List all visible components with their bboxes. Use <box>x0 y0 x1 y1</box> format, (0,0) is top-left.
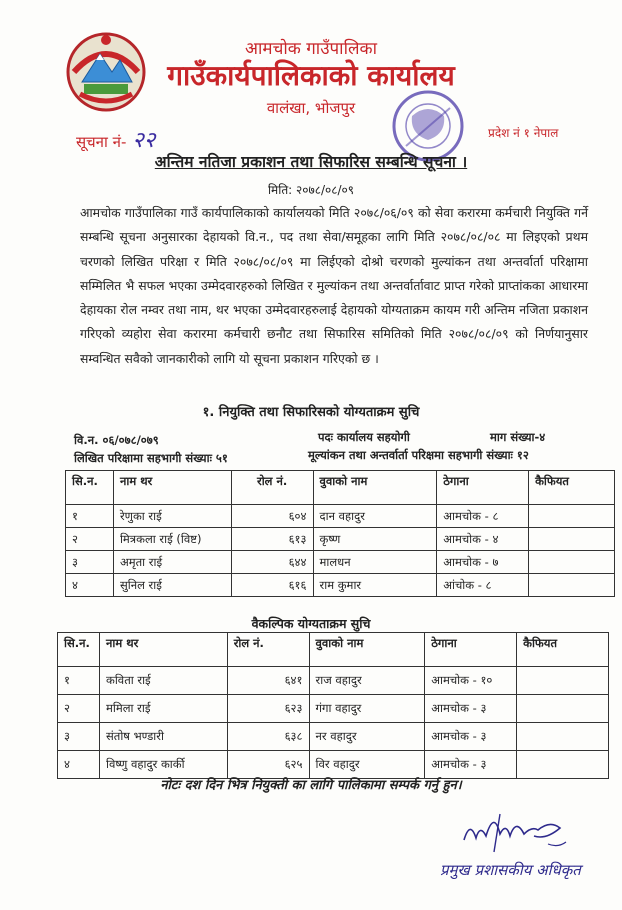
cell-address: आमचोक - ७ <box>437 551 529 574</box>
cell-father: मालधन <box>313 551 437 574</box>
notice-date: मिति: २०७८/०८/०९ <box>267 183 355 197</box>
table-row <box>58 723 609 751</box>
cell-roll: ६१३ <box>231 528 313 551</box>
col-address: ठेगाना <box>425 633 517 667</box>
cell-roll: ६२३ <box>227 695 309 723</box>
cell-sn: ४ <box>58 751 100 779</box>
cell-name: रेणुका राई <box>113 505 231 528</box>
org-name: आमचोक गाउँपालिका <box>245 39 377 59</box>
col-sn: सि.न. <box>58 633 100 667</box>
cell-remarks <box>517 667 609 695</box>
cell-name: सुनिल राई <box>113 574 231 597</box>
cell-name: संतोष भण्डारी <box>99 723 227 751</box>
col-name: नाम थर <box>113 471 231 505</box>
table-row <box>58 695 609 723</box>
cell-sn: ४ <box>66 574 114 597</box>
cell-name: विष्णु वहादुर कार्की <box>99 751 227 779</box>
cell-roll: ६४४ <box>231 551 313 574</box>
cell-remarks <box>517 723 609 751</box>
cell-remarks <box>517 695 609 723</box>
province-label: प्रदेश नं १ नेपाल <box>488 126 559 140</box>
cell-sn: ३ <box>58 723 100 751</box>
cell-name: अमृता राई <box>113 551 231 574</box>
table-row <box>66 551 615 574</box>
cell-sn: २ <box>66 528 114 551</box>
cell-address: आमचोक - ४ <box>437 528 529 551</box>
cell-address: आमचोक - ८ <box>437 505 529 528</box>
cell-father: दान वहादुर <box>313 505 437 528</box>
post-label: पदः कार्यालय सहयोगी <box>318 430 410 444</box>
cell-name: कविता राई <box>99 667 227 695</box>
col-address: ठेगाना <box>437 471 529 505</box>
col-remarks: कैफियत <box>529 471 615 505</box>
notice-body: आमचोक गाउँपालिका गाउँ कार्यपालिकाको कार्यालयको मिति २०७८/०६/०९ को सेवा करारमा कर्मचारी नियुक्ति गर्ने सम्बन्धि सूचना अनुसारका देहायको वि.न., पद तथा सेवा/समूहका लागि मिति २०७८/०८/०८ मा लिइएको प्रथम चरणको लिखित परिक्षा र मिति २०७८/०८/०९ मा लिईएको दोश्रो चरणको मुल्यांकन तथा अन्तर्वार्ता परिक्षामा सम्मिलित भै सफल भएका उम्मेदवारहरुको लिखित र मुल्यांकन तथा अन्तर्वार्तावाट प्राप्त गरेको प्राप्तांकका आधारमा देहायका रोल नम्वर तथा नाम, थर भएका उम्मेदवारहरुलाई देहायको योग्यताक्रम कायम गरी अन्तिम नजिता प्रकाशन गरिएको व्यहोरा सेवा करारमा कर्मचारी छनौट तथा सिफारिस समितिको मिति २०७८/०८/०९ को निर्णयानुसार सम्वन्धित सवैको जानकारीको लागि यो सूचना प्रकाशन गरिएको छ । <box>80 205 588 366</box>
cell-remarks <box>529 574 615 597</box>
cell-remarks <box>529 505 615 528</box>
cell-remarks <box>529 551 615 574</box>
table-row <box>66 528 615 551</box>
cell-father: राज वहादुर <box>309 667 425 695</box>
notice-label: सूचना नं- <box>76 133 127 151</box>
cell-roll: ६३८ <box>227 723 309 751</box>
col-roll: रोल नं. <box>227 633 309 667</box>
cell-remarks <box>529 528 615 551</box>
alternate-merit-table <box>57 632 609 779</box>
col-father: वुवाको नाम <box>313 471 437 505</box>
cell-roll: ६४१ <box>227 667 309 695</box>
cell-name: मित्रकला राई (विष्ट) <box>113 528 231 551</box>
interview-count: मूल्यांकन तथा अन्तर्वार्ता परिक्षमा सहभागी संख्याः १२ <box>308 448 529 462</box>
cell-father: नर वहादुर <box>309 723 425 751</box>
notice-number: २२ <box>132 128 156 153</box>
col-remarks: कैफियत <box>517 633 609 667</box>
cell-sn: १ <box>58 667 100 695</box>
demand-count: माग संख्या-४ <box>490 430 546 444</box>
table-row <box>66 505 615 528</box>
cell-father: कृष्ण <box>313 528 437 551</box>
vin-label: वि.न. ०६/०७८/०७९ <box>74 433 159 447</box>
cell-address: आमचोक - ३ <box>425 695 517 723</box>
cell-sn: २ <box>58 695 100 723</box>
cell-sn: ३ <box>66 551 114 574</box>
cell-roll: ६०४ <box>231 505 313 528</box>
cell-name: ममिला राई <box>99 695 227 723</box>
col-father: वुवाको नाम <box>309 633 425 667</box>
office-name: गाउँकार्यपालिकाको कार्यालय <box>167 59 455 92</box>
table-header-row <box>66 471 615 505</box>
cell-sn: १ <box>66 505 114 528</box>
col-roll: रोल नं. <box>231 471 313 505</box>
table-header-row <box>58 633 609 667</box>
cell-roll: ६२५ <box>227 751 309 779</box>
col-sn: सि.न. <box>66 471 114 505</box>
cell-address: आमचोक - ३ <box>425 723 517 751</box>
footer-note: नोटः दश दिन भित्र नियुक्ती का लागि पालिकामा सम्पर्क गर्नु हुन। <box>160 778 462 793</box>
notice-title: अन्तिम नतिजा प्रकाशन तथा सिफारिस सम्बन्धि सूचना । <box>154 153 468 171</box>
cell-father: विर वहादुर <box>309 751 425 779</box>
signatory-designation: प्रमुख प्रशासकीय अधिकृत <box>440 861 581 879</box>
cell-father: गंगा वहादुर <box>309 695 425 723</box>
office-address: वालंखा, भोजपुर <box>266 99 356 117</box>
cell-address: आंचोक - ८ <box>437 574 529 597</box>
table-row <box>58 667 609 695</box>
table-row <box>66 574 615 597</box>
written-count: लिखित परिक्षामा सहभागी संख्याः ५१ <box>74 451 228 465</box>
cell-address: आमचोक - १० <box>425 667 517 695</box>
main-merit-table <box>65 470 615 597</box>
col-name: नाम थर <box>99 633 227 667</box>
cell-roll: ६१६ <box>231 574 313 597</box>
cell-address: आमचोक - ३ <box>425 751 517 779</box>
section2-title: वैकल्पिक योग्यताक्रम सुचि <box>251 616 371 631</box>
section1-title: १. नियुक्ति तथा सिफारिसको योग्यताक्रम सुचि <box>202 405 420 420</box>
cell-father: राम कुमार <box>313 574 437 597</box>
